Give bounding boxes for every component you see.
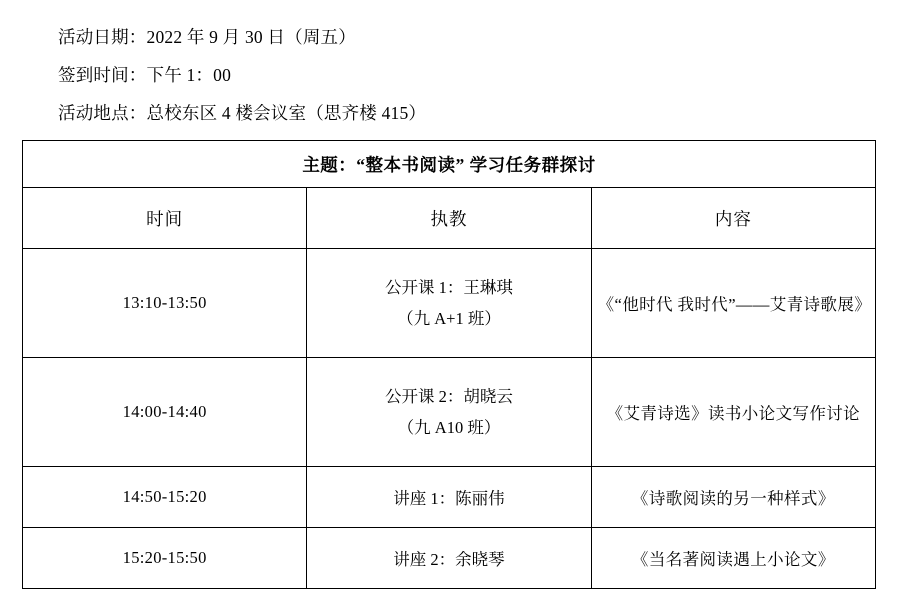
table-title-row [23, 141, 876, 188]
cell-teacher-line2: （九 A10 班） [397, 418, 501, 438]
cell-content: 《“他时代 我时代”——艾青诗歌展》 [591, 249, 875, 358]
cell-time: 14:50-15:20 [23, 467, 307, 528]
cell-teacher-line1: 公开课 1：王琳琪 [385, 278, 513, 298]
table-row [23, 249, 876, 358]
event-date-line: 活动日期：2022 年 9 月 30 日（周五） [58, 27, 356, 47]
cell-teacher-line1: 公开课 2：胡晓云 [385, 387, 513, 407]
table-row [23, 358, 876, 467]
cell-content: 《当名著阅读遇上小论文》 [591, 528, 875, 589]
cell-time: 13:10-13:50 [23, 249, 307, 358]
cell-teacher [307, 358, 591, 467]
cell-time: 15:20-15:50 [23, 528, 307, 589]
checkin-time-line: 签到时间：下午 1：00 [58, 65, 232, 86]
cell-teacher [307, 249, 591, 358]
cell-teacher: 讲座 2：余晓琴 [307, 528, 591, 589]
event-location-line: 活动地点：总校东区 4 楼会议室（思齐楼 415） [58, 103, 427, 124]
cell-content: 《艾青诗选》读书小论文写作讨论 [591, 358, 875, 467]
table-row [23, 528, 876, 589]
column-header-teacher: 执教 [307, 188, 591, 249]
table-title: 主题：“整本书阅读” 学习任务群探讨 [23, 141, 876, 188]
cell-teacher-line2: （九 A+1 班） [397, 309, 501, 329]
cell-time: 14:00-14:40 [23, 358, 307, 467]
agenda-table [22, 140, 876, 589]
table-header-row [23, 188, 876, 249]
cell-teacher: 讲座 1：陈丽伟 [307, 467, 591, 528]
table-row [23, 467, 876, 528]
column-header-time: 时间 [23, 188, 307, 249]
column-header-content: 内容 [591, 188, 875, 249]
cell-content: 《诗歌阅读的另一种样式》 [591, 467, 875, 528]
